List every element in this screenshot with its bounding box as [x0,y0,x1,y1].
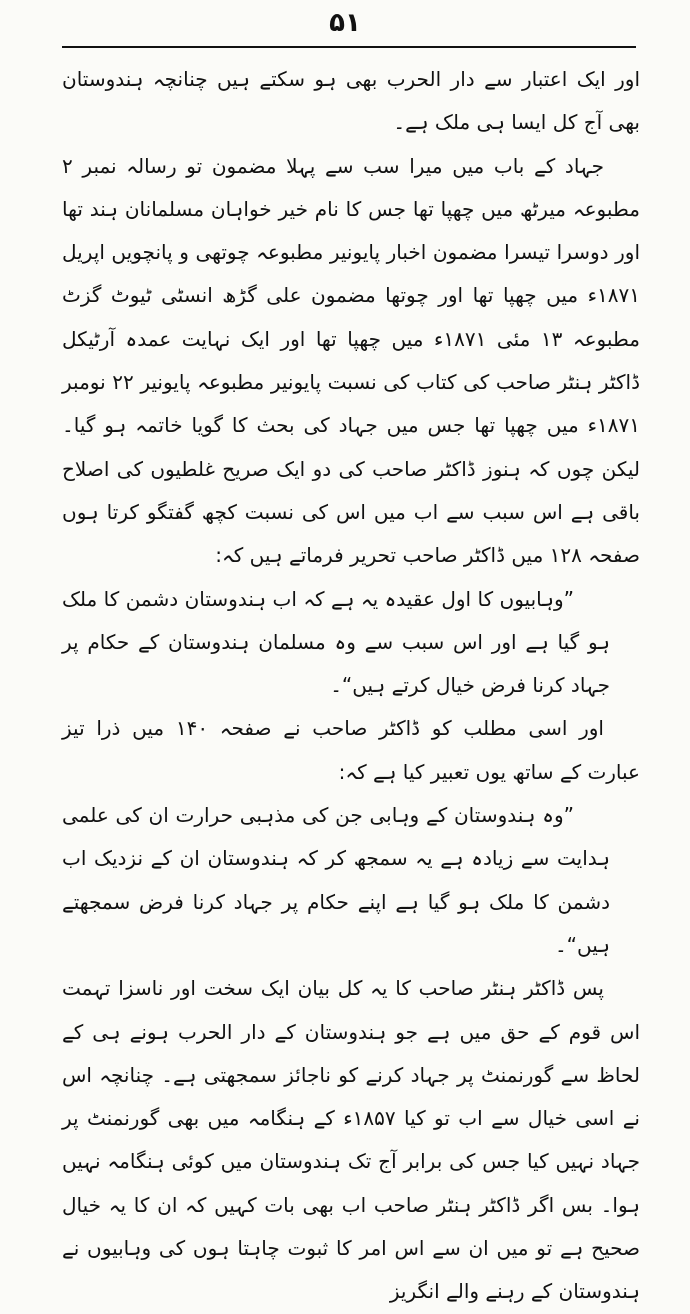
page-body [62,58,640,1314]
paragraph-continuation: اور ایک اعتبار سے دار الحرب بھی ہو سکتے ہیں چنانچہ ہندوستان بھی آج کل ایسا ہی ملک ہے۔ [62,67,640,135]
paragraph-jihad-articles: جہاد کے باب میں میرا سب سے پہلا مضمون تو رسالہ نمبر ۲ مطبوعہ میرٹھ میں چھپا تھا جس کا نام خیر خواہان مسلمانان ہند تھا اور دوسرا تیسرا مضمون اخبار پایونیر مطبوعہ چوتھی و پانچویں اپریل ۱۸۷۱ء میں چھپا تھا اور چوتھا مضمون علی گڑھ انسٹی ٹیوٹ گزٹ مطبوعہ ۱۳ مئی ۱۸۷۱ء میں چھپا تھا اور ایک نہایت عمدہ آرٹیکل ڈاکٹر ہنٹر صاحب کی کتاب کی نسبت پایونیر مطبوعہ پایونیر ۲۲ نومبر ۱۸۷۱ء میں چھپا تھا جس میں جہاد کی بحث کا گویا خاتمہ ہو گیا۔ لیکن چوں کہ ہنوز ڈاکٹر صاحب کی دو ایک صریح غلطیوں کی اصلاح باقی ہے اس سبب سے اب میں اس کی نسبت کچھ گفتگو کرتا ہوں صفحہ ۱۲۸ میں ڈاکٹر صاحب تحریر فرماتے ہیں کہ: [62,153,641,568]
quote-wahabi-belief: ”وہابیوں کا اول عقیدہ یہ ہے کہ اب ہندوستان دشمن کا ملک ہو گیا ہے اور اس سبب سے وہ مسلمان ہندوستان کے حکام پر جہاد کرنا فرض خیال کرتے ہیں“۔ [62,586,610,698]
quote-wahabi-zeal: ”وہ ہندوستان کے وہابی جن کی مذہبی حرارت ان کی علمی ہدایت سے زیادہ ہے یہ سمجھ کر کہ ہندوستان ان کے نزدیک اب دشمن کا ملک ہو گیا ہے اپنے حکام پر جہاد کرنا فرض سمجھتے ہیں“۔ [62,803,610,957]
paragraph-page-140: اور اسی مطلب کو ڈاکٹر صاحب نے صفحہ ۱۴۰ میں ذرا تیز عبارت کے ساتھ یوں تعبیر کیا ہے کہ: [62,716,640,784]
header-rule [62,46,636,48]
page-number: ۵۱ [329,8,361,38]
paragraph-hunter-accusation: پس ڈاکٹر ہنٹر صاحب کا یہ کل بیان ایک سخت اور ناسزا تہمت اس قوم کے حق میں ہے جو ہندوستان کے دار الحرب ہونے ہی کے لحاظ سے گورنمنٹ پر جہاد کرنے کو ناجائز سمجھتی ہے۔ چنانچہ اس نے اسی خیال سے اب تو کیا ۱۸۵۷ء کے ہنگامہ میں بھی گورنمنٹ پر جہاد نہیں کیا جس کی برابر آج تک ہندوستان میں کوئی ہنگامہ نہیں ہوا۔ بس اگر ڈاکٹر ہنٹر صاحب اب بھی بات کہیں کہ ان کا یہ خیال صحیح ہے تو میں ان سے اس امر کا ثبوت چاہتا ہوں کی وہابیوں نے ہندوستان کے رہنے والے انگریز [62,976,640,1304]
